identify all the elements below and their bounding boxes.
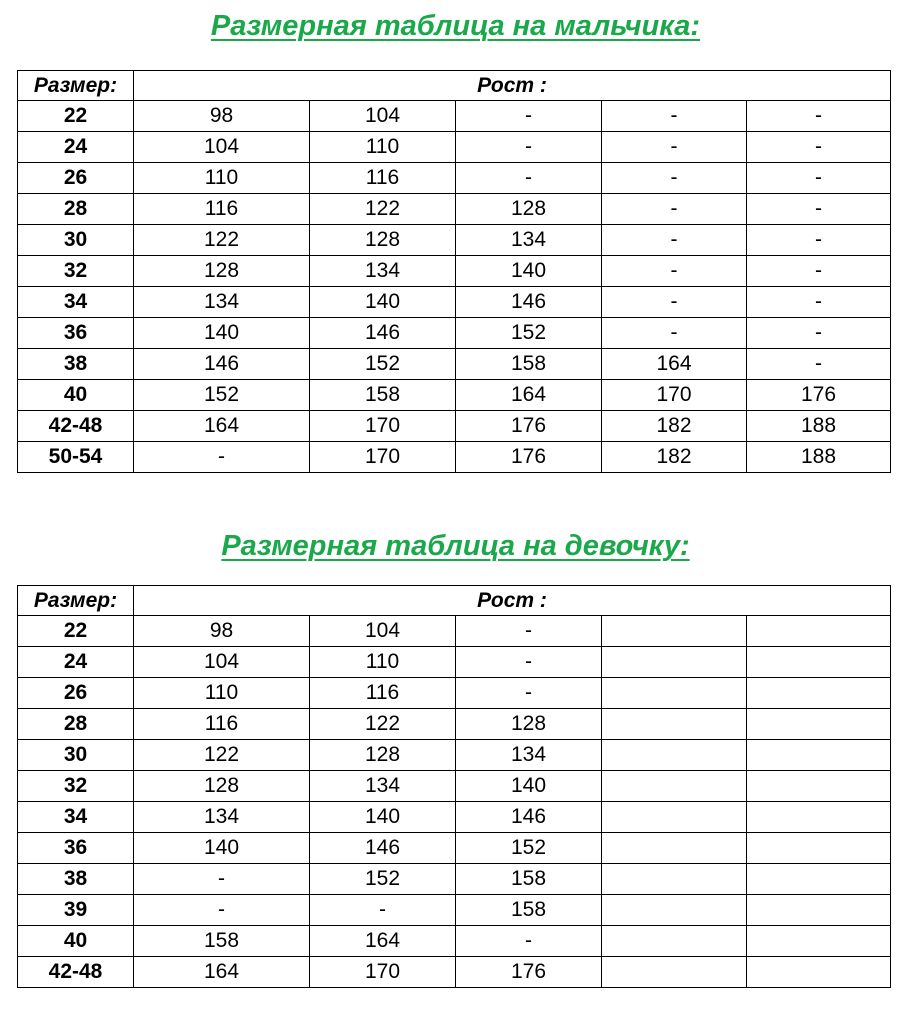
boys-size-table bbox=[17, 70, 891, 473]
height-cell: 140 bbox=[134, 318, 310, 349]
height-cell bbox=[602, 740, 747, 771]
table-row bbox=[18, 740, 891, 771]
height-cell: 110 bbox=[310, 132, 456, 163]
height-cell: 152 bbox=[456, 833, 602, 864]
height-cell: 188 bbox=[747, 411, 891, 442]
height-cell: 170 bbox=[310, 411, 456, 442]
height-cell: - bbox=[747, 163, 891, 194]
height-cell: 122 bbox=[310, 709, 456, 740]
table-row bbox=[18, 864, 891, 895]
height-cell: 134 bbox=[134, 802, 310, 833]
table-row bbox=[18, 771, 891, 802]
height-cell: 164 bbox=[310, 926, 456, 957]
size-cell: 36 bbox=[18, 318, 134, 349]
size-column-header: Размер: bbox=[18, 586, 134, 616]
size-cell: 39 bbox=[18, 895, 134, 926]
height-cell: 104 bbox=[310, 101, 456, 132]
boys-table-body bbox=[18, 101, 891, 473]
height-cell: 146 bbox=[456, 287, 602, 318]
height-cell: 116 bbox=[310, 678, 456, 709]
height-cell bbox=[602, 957, 747, 988]
girls-table-body bbox=[18, 616, 891, 988]
size-cell: 34 bbox=[18, 802, 134, 833]
height-cell bbox=[602, 709, 747, 740]
height-cell: - bbox=[456, 132, 602, 163]
height-cell: - bbox=[602, 225, 747, 256]
height-cell: - bbox=[456, 163, 602, 194]
table-row bbox=[18, 132, 891, 163]
height-cell: 170 bbox=[310, 957, 456, 988]
height-cell: 140 bbox=[134, 833, 310, 864]
size-cell: 24 bbox=[18, 647, 134, 678]
height-cell: - bbox=[134, 864, 310, 895]
table-header-row bbox=[18, 71, 891, 101]
height-cell: 140 bbox=[310, 802, 456, 833]
height-cell: 158 bbox=[456, 864, 602, 895]
table-header-row bbox=[18, 586, 891, 616]
height-cell: - bbox=[747, 256, 891, 287]
table-row bbox=[18, 926, 891, 957]
height-cell: 128 bbox=[134, 771, 310, 802]
size-cell: 42-48 bbox=[18, 957, 134, 988]
size-cell: 40 bbox=[18, 380, 134, 411]
height-cell: 110 bbox=[310, 647, 456, 678]
height-cell: 146 bbox=[310, 833, 456, 864]
height-cell bbox=[747, 647, 891, 678]
height-cell: 164 bbox=[456, 380, 602, 411]
table-row bbox=[18, 678, 891, 709]
height-cell bbox=[747, 771, 891, 802]
height-cell: 146 bbox=[456, 802, 602, 833]
height-cell: - bbox=[456, 616, 602, 647]
size-cell: 34 bbox=[18, 287, 134, 318]
height-cell: 164 bbox=[602, 349, 747, 380]
size-cell: 26 bbox=[18, 678, 134, 709]
boys-table-title: Размерная таблица на мальчика: bbox=[210, 10, 701, 42]
table-row bbox=[18, 802, 891, 833]
table-row bbox=[18, 957, 891, 988]
height-cell bbox=[602, 678, 747, 709]
height-cell: 98 bbox=[134, 616, 310, 647]
height-cell bbox=[747, 864, 891, 895]
height-cell: 158 bbox=[456, 349, 602, 380]
height-cell: 116 bbox=[134, 194, 310, 225]
table-row bbox=[18, 256, 891, 287]
girls-table-title: Размерная таблица на девочку: bbox=[221, 530, 690, 562]
height-cell: 146 bbox=[134, 349, 310, 380]
height-column-header: Рост : bbox=[134, 71, 891, 101]
table-row bbox=[18, 349, 891, 380]
height-cell: - bbox=[602, 132, 747, 163]
height-cell bbox=[747, 957, 891, 988]
height-cell bbox=[602, 647, 747, 678]
height-cell: 128 bbox=[456, 194, 602, 225]
height-cell: 152 bbox=[134, 380, 310, 411]
height-cell bbox=[747, 833, 891, 864]
height-cell bbox=[747, 926, 891, 957]
height-cell: 152 bbox=[310, 349, 456, 380]
height-cell: - bbox=[602, 318, 747, 349]
height-cell: 146 bbox=[310, 318, 456, 349]
height-cell: 158 bbox=[134, 926, 310, 957]
height-cell: 134 bbox=[310, 256, 456, 287]
height-cell: 128 bbox=[456, 709, 602, 740]
height-cell: - bbox=[747, 132, 891, 163]
size-cell: 30 bbox=[18, 225, 134, 256]
size-cell: 36 bbox=[18, 833, 134, 864]
height-cell: - bbox=[747, 287, 891, 318]
height-cell: - bbox=[456, 101, 602, 132]
height-cell: 110 bbox=[134, 163, 310, 194]
height-cell: 104 bbox=[310, 616, 456, 647]
height-cell: 128 bbox=[310, 740, 456, 771]
height-cell: - bbox=[134, 442, 310, 473]
height-cell: 176 bbox=[747, 380, 891, 411]
size-cell: 28 bbox=[18, 194, 134, 225]
size-cell: 38 bbox=[18, 349, 134, 380]
table-row bbox=[18, 411, 891, 442]
height-cell: 182 bbox=[602, 442, 747, 473]
table-row bbox=[18, 616, 891, 647]
table-row bbox=[18, 647, 891, 678]
height-cell: - bbox=[602, 163, 747, 194]
height-cell: - bbox=[456, 678, 602, 709]
height-cell: 116 bbox=[134, 709, 310, 740]
size-cell: 40 bbox=[18, 926, 134, 957]
height-cell: 158 bbox=[310, 380, 456, 411]
height-cell bbox=[747, 895, 891, 926]
height-cell: 128 bbox=[134, 256, 310, 287]
table-row bbox=[18, 194, 891, 225]
height-cell bbox=[602, 926, 747, 957]
size-cell: 26 bbox=[18, 163, 134, 194]
height-cell: - bbox=[310, 895, 456, 926]
height-cell: 176 bbox=[456, 957, 602, 988]
size-cell: 28 bbox=[18, 709, 134, 740]
height-cell: 176 bbox=[456, 442, 602, 473]
height-cell: - bbox=[134, 895, 310, 926]
height-cell: 116 bbox=[310, 163, 456, 194]
height-cell: 134 bbox=[456, 740, 602, 771]
size-cell: 50-54 bbox=[18, 442, 134, 473]
height-cell: 152 bbox=[310, 864, 456, 895]
height-cell: 152 bbox=[456, 318, 602, 349]
height-cell bbox=[602, 802, 747, 833]
height-cell: 104 bbox=[134, 132, 310, 163]
height-cell: 140 bbox=[310, 287, 456, 318]
height-cell: 98 bbox=[134, 101, 310, 132]
table-row bbox=[18, 895, 891, 926]
height-cell bbox=[747, 616, 891, 647]
size-cell: 32 bbox=[18, 771, 134, 802]
height-cell: - bbox=[747, 318, 891, 349]
table-row bbox=[18, 833, 891, 864]
height-cell: - bbox=[747, 225, 891, 256]
height-cell: - bbox=[747, 101, 891, 132]
height-cell bbox=[747, 802, 891, 833]
height-cell: 122 bbox=[310, 194, 456, 225]
height-cell: 110 bbox=[134, 678, 310, 709]
height-cell: 182 bbox=[602, 411, 747, 442]
height-cell: 176 bbox=[456, 411, 602, 442]
height-cell: 134 bbox=[456, 225, 602, 256]
height-cell bbox=[602, 864, 747, 895]
table-row bbox=[18, 101, 891, 132]
height-cell: 170 bbox=[310, 442, 456, 473]
height-cell bbox=[602, 895, 747, 926]
size-cell: 42-48 bbox=[18, 411, 134, 442]
size-cell: 24 bbox=[18, 132, 134, 163]
size-cell: 22 bbox=[18, 101, 134, 132]
table-row bbox=[18, 442, 891, 473]
height-cell bbox=[602, 833, 747, 864]
height-cell: 122 bbox=[134, 225, 310, 256]
height-cell bbox=[602, 771, 747, 802]
height-cell bbox=[747, 678, 891, 709]
height-cell: - bbox=[602, 287, 747, 318]
size-cell: 38 bbox=[18, 864, 134, 895]
size-cell: 22 bbox=[18, 616, 134, 647]
height-cell: - bbox=[747, 194, 891, 225]
height-cell: 188 bbox=[747, 442, 891, 473]
height-cell: - bbox=[747, 349, 891, 380]
height-cell: 158 bbox=[456, 895, 602, 926]
height-cell: 128 bbox=[310, 225, 456, 256]
height-cell: 164 bbox=[134, 411, 310, 442]
height-cell: 140 bbox=[456, 256, 602, 287]
height-column-header: Рост : bbox=[134, 586, 891, 616]
table-row bbox=[18, 287, 891, 318]
table-row bbox=[18, 225, 891, 256]
height-cell: - bbox=[602, 256, 747, 287]
height-cell: - bbox=[456, 926, 602, 957]
table-row bbox=[18, 163, 891, 194]
height-cell bbox=[747, 709, 891, 740]
height-cell: 134 bbox=[310, 771, 456, 802]
height-cell: 104 bbox=[134, 647, 310, 678]
height-cell: 170 bbox=[602, 380, 747, 411]
height-cell: - bbox=[602, 101, 747, 132]
table-row bbox=[18, 318, 891, 349]
height-cell: - bbox=[456, 647, 602, 678]
height-cell: 122 bbox=[134, 740, 310, 771]
girls-size-table bbox=[17, 585, 891, 988]
table-row bbox=[18, 380, 891, 411]
height-cell: - bbox=[602, 194, 747, 225]
size-cell: 32 bbox=[18, 256, 134, 287]
size-column-header: Размер: bbox=[18, 71, 134, 101]
table-row bbox=[18, 709, 891, 740]
size-cell: 30 bbox=[18, 740, 134, 771]
height-cell bbox=[602, 616, 747, 647]
height-cell: 134 bbox=[134, 287, 310, 318]
height-cell bbox=[747, 740, 891, 771]
height-cell: 140 bbox=[456, 771, 602, 802]
height-cell: 164 bbox=[134, 957, 310, 988]
